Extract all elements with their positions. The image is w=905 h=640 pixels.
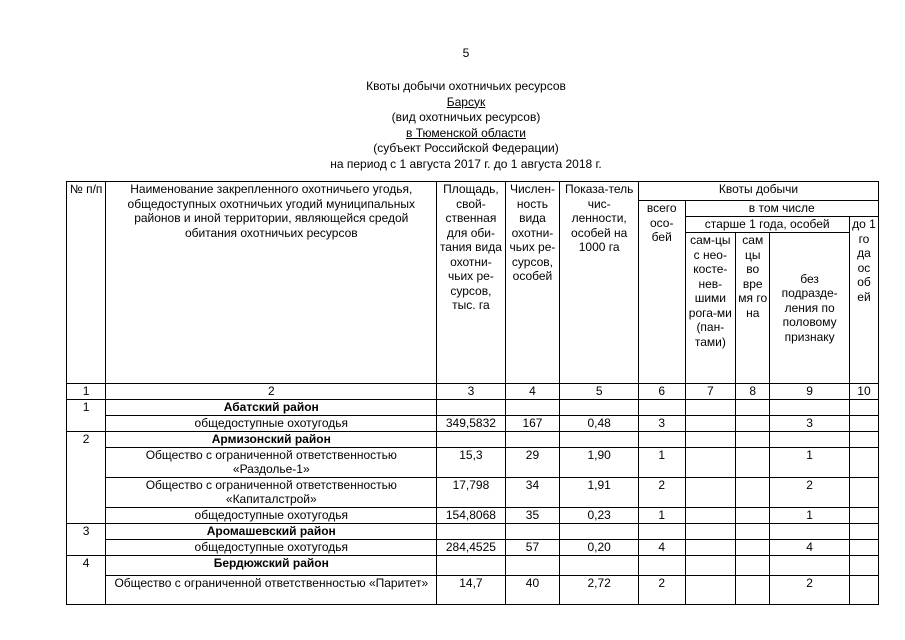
col-header-num: № п/п (67, 182, 106, 384)
population-value: 34 (505, 477, 560, 507)
empty-cell (685, 399, 736, 415)
empty-cell (560, 399, 639, 415)
males-antlers-value (685, 507, 736, 523)
period: на период с 1 августа 2017 г. до 1 августа 2018 г. (330, 156, 602, 171)
col-header-quotas: Квоты добычи (638, 182, 878, 201)
males-rut-value (736, 415, 770, 431)
table-row (67, 415, 879, 431)
empty-cell (736, 555, 770, 575)
empty-cell (770, 555, 850, 575)
hunting-ground-name: общедоступные охотугодья (106, 415, 437, 431)
area-value: 14,7 (437, 575, 505, 604)
empty-cell (638, 523, 685, 539)
empty-cell (849, 431, 878, 447)
district-name: Бердюжский район (106, 555, 437, 575)
quota-total-value: 4 (638, 539, 685, 555)
males-rut-value (736, 539, 770, 555)
col-header-total: всего осо-бей (638, 201, 685, 384)
col-header-older: старше 1 года, особей (685, 217, 849, 233)
col-header-under-year: до 1 го да ос об ей (849, 217, 878, 384)
column-number-cell: 7 (685, 384, 736, 400)
hunting-ground-name: общедоступные охотугодья (106, 507, 437, 523)
empty-cell (505, 431, 560, 447)
region-caption: (субъект Российской Федерации) (373, 141, 559, 155)
table-row (67, 575, 879, 604)
column-number-cell: 2 (106, 384, 437, 400)
district-row (67, 399, 879, 415)
empty-cell (736, 399, 770, 415)
column-number-cell: 8 (736, 384, 770, 400)
quota-total-value: 1 (638, 447, 685, 477)
males-antlers-value (685, 447, 736, 477)
empty-cell (505, 399, 560, 415)
empty-cell (638, 399, 685, 415)
empty-cell (638, 555, 685, 575)
quota-total-value: 3 (638, 415, 685, 431)
males-antlers-value (685, 477, 736, 507)
row-number: 4 (67, 555, 106, 604)
col-header-count: Числен-ность вида охотни-чьих ре-сурсов, особей (505, 182, 560, 384)
males-rut-value (736, 447, 770, 477)
empty-cell (685, 431, 736, 447)
males-rut-value (736, 477, 770, 507)
column-number-row (67, 384, 879, 400)
under-year-value (849, 477, 878, 507)
empty-cell (437, 555, 505, 575)
population-value: 40 (505, 575, 560, 604)
district-name: Аромашевский район (106, 523, 437, 539)
district-name: Абатский район (106, 399, 437, 415)
quota-total-value: 2 (638, 477, 685, 507)
density-value: 1,91 (560, 477, 639, 507)
empty-cell (770, 399, 850, 415)
district-row (67, 523, 879, 539)
males-rut-value (736, 575, 770, 604)
under-year-value (849, 447, 878, 477)
males-antlers-value (685, 575, 736, 604)
area-value: 15,3 (437, 447, 505, 477)
col-header-area: Площадь, свой-ственная для оби-тания вида охотни-чьих ре-сурсов, тыс. га (437, 182, 505, 384)
empty-cell (685, 555, 736, 575)
row-number: 2 (67, 431, 106, 523)
empty-cell (437, 431, 505, 447)
hunting-ground-name: Общество с ограниченной ответственностью «Паритет» (106, 575, 437, 604)
under-year-value (849, 539, 878, 555)
males-rut-value (736, 507, 770, 523)
quota-no-split-value: 2 (770, 575, 850, 604)
hunting-ground-name: общедоступные охотугодья (106, 539, 437, 555)
area-value: 284,4525 (437, 539, 505, 555)
density-value: 0,20 (560, 539, 639, 555)
table-row (67, 539, 879, 555)
empty-cell (560, 523, 639, 539)
area-value: 349,5832 (437, 415, 505, 431)
under-year-value (849, 507, 878, 523)
table-row (67, 447, 879, 477)
column-number-cell: 6 (638, 384, 685, 400)
empty-cell (770, 431, 850, 447)
species-name: Барсук (446, 94, 486, 109)
empty-cell (560, 431, 639, 447)
quota-table (66, 181, 879, 605)
column-number-cell: 5 (560, 384, 639, 400)
empty-cell (685, 523, 736, 539)
page-number: 5 (462, 46, 470, 60)
population-value: 29 (505, 447, 560, 477)
document-header (0, 79, 905, 172)
region-name: в Тюменской области (406, 125, 526, 140)
density-value: 2,72 (560, 575, 639, 604)
empty-cell (849, 555, 878, 575)
population-value: 57 (505, 539, 560, 555)
empty-cell (560, 555, 639, 575)
district-row (67, 555, 879, 575)
empty-cell (638, 431, 685, 447)
males-antlers-value (685, 539, 736, 555)
column-number-cell: 3 (437, 384, 505, 400)
empty-cell (437, 399, 505, 415)
column-number-cell: 9 (770, 384, 850, 400)
empty-cell (849, 523, 878, 539)
col-header-name: Наименование закрепленного охотничьего угодья, общедоступных охотничьих угодий муниципальных районов и иной территории, являющейся средой обитания охотничьих ресурсов (106, 182, 437, 384)
empty-cell (505, 523, 560, 539)
table-row (67, 477, 879, 507)
under-year-value (849, 575, 878, 604)
area-value: 17,798 (437, 477, 505, 507)
row-number: 1 (67, 399, 106, 431)
empty-cell (849, 399, 878, 415)
document-title: Квоты добычи охотничьих ресурсов (366, 79, 566, 93)
density-value: 0,48 (560, 415, 639, 431)
column-number-cell: 1 (67, 384, 106, 400)
empty-cell (770, 523, 850, 539)
quota-total-value: 1 (638, 507, 685, 523)
quota-total-value: 2 (638, 575, 685, 604)
col-header-males-rut: сам цы во вре мя го на (736, 233, 770, 384)
col-header-males-antlers: сам-цы с нео-косте-нев-шими рога-ми (пан-тами) (685, 233, 736, 384)
under-year-value (849, 415, 878, 431)
district-name: Армизонский район (106, 431, 437, 447)
empty-cell (736, 431, 770, 447)
quota-no-split-value: 4 (770, 539, 850, 555)
empty-cell (736, 523, 770, 539)
area-value: 154,8068 (437, 507, 505, 523)
hunting-ground-name: Общество с ограниченной ответственностью «Капиталстрой» (106, 477, 437, 507)
hunting-ground-name: Общество с ограниченной ответственностью «Раздолье-1» (106, 447, 437, 477)
population-value: 167 (505, 415, 560, 431)
density-value: 0,23 (560, 507, 639, 523)
table-row (67, 507, 879, 523)
males-antlers-value (685, 415, 736, 431)
col-header-density: Показа-тель чис-ленности, особей на 1000 га (560, 182, 639, 384)
quota-no-split-value: 3 (770, 415, 850, 431)
species-caption: (вид охотничьих ресурсов) (391, 110, 541, 124)
column-number-cell: 4 (505, 384, 560, 400)
population-value: 35 (505, 507, 560, 523)
column-number-cell: 10 (849, 384, 878, 400)
empty-cell (437, 523, 505, 539)
col-header-no-sex-split: без подразде-ления по половому признаку (770, 233, 850, 384)
quota-no-split-value: 2 (770, 477, 850, 507)
district-row (67, 431, 879, 447)
quota-no-split-value: 1 (770, 507, 850, 523)
density-value: 1,90 (560, 447, 639, 477)
col-header-including: в том числе (685, 201, 879, 217)
empty-cell (505, 555, 560, 575)
quota-no-split-value: 1 (770, 447, 850, 477)
row-number: 3 (67, 523, 106, 555)
